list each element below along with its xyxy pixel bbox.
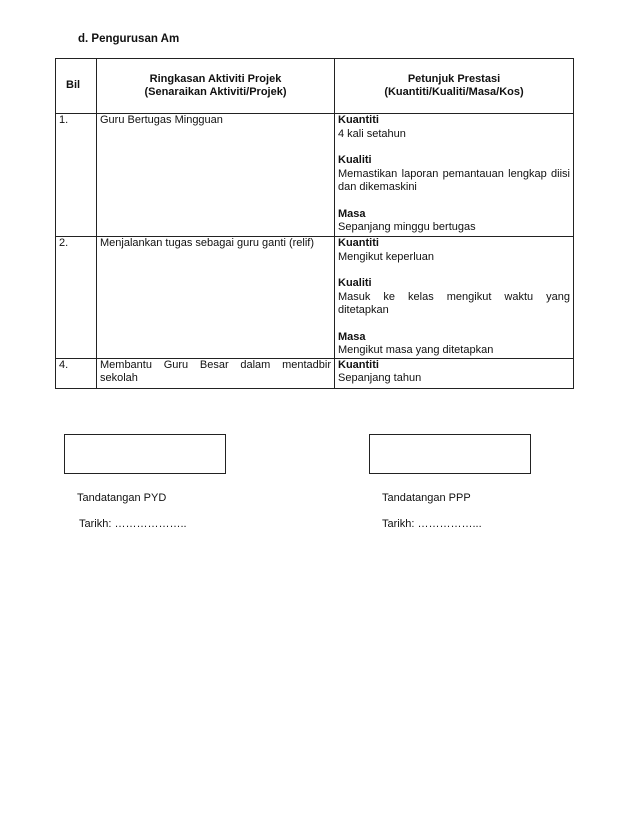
table-header-row — [56, 59, 574, 114]
header-prestasi-line1: Petunjuk Prestasi — [407, 72, 501, 85]
header-prestasi-line2: (Kuantiti/Kualiti/Masa/Kos) — [384, 86, 524, 98]
table-row — [56, 237, 574, 359]
header-aktiviti-line1: Ringkasan Aktiviti Projek — [149, 72, 282, 85]
kuantiti-label: Kuantiti — [338, 358, 379, 371]
row-bil: 1. — [56, 114, 97, 237]
kuantiti-block — [338, 114, 570, 141]
kuantiti-block — [338, 237, 570, 264]
kuantiti-value: 4 kali setahun — [338, 127, 406, 140]
kuantiti-value: Mengikut keperluan — [338, 250, 435, 263]
kualiti-value: Memastikan laporan pemantauan lengkap diisi dan dikemaskini — [338, 167, 570, 193]
header-bil: Bil — [56, 59, 97, 114]
ppp-date: Tarikh: ……………... — [382, 518, 482, 530]
pyd-signature-label: Tandatangan PYD — [77, 492, 167, 504]
kualiti-label: Kualiti — [338, 277, 372, 289]
row-aktiviti: Menjalankan tugas sebagai guru ganti (relif) — [97, 237, 335, 359]
pyd-signature-box[interactable] — [64, 434, 226, 474]
kuantiti-label: Kuantiti — [338, 114, 379, 126]
kuantiti-label: Kuantiti — [338, 237, 379, 249]
kualiti-label: Kualiti — [338, 154, 372, 166]
row-prestasi — [335, 237, 574, 359]
kualiti-block — [338, 154, 570, 195]
row-prestasi — [335, 114, 574, 237]
table-row — [56, 358, 574, 388]
row-aktiviti: Guru Bertugas Mingguan — [97, 114, 335, 237]
row-bil: 2. — [56, 237, 97, 359]
masa-label: Masa — [338, 330, 366, 343]
header-aktiviti-line2: (Senaraikan Aktiviti/Projek) — [144, 86, 287, 98]
row-bil: 4. — [56, 358, 97, 388]
header-aktiviti — [97, 59, 335, 114]
kualiti-value: Masuk ke kelas mengikut waktu yang ditetapkan — [338, 290, 570, 316]
ppp-signature-label: Tandatangan PPP — [382, 492, 471, 504]
pyd-date: Tarikh: ……………….. — [79, 518, 187, 530]
ppp-signature-box[interactable] — [369, 434, 531, 474]
row-prestasi — [335, 358, 574, 388]
masa-block — [338, 208, 570, 235]
activity-table — [55, 58, 574, 389]
row-aktiviti: Membantu Guru Besar dalam mentadbir sekolah — [97, 358, 335, 388]
masa-value: Sepanjang minggu bertugas — [338, 221, 476, 233]
header-prestasi — [335, 59, 574, 114]
kualiti-block — [338, 277, 570, 318]
kuantiti-value: Sepanjang tahun — [338, 372, 422, 384]
masa-block — [338, 331, 570, 358]
table-row — [56, 114, 574, 237]
masa-value: Mengikut masa yang ditetapkan — [338, 344, 494, 356]
masa-label: Masa — [338, 207, 366, 220]
section-heading: d. Pengurusan Am — [78, 33, 180, 45]
